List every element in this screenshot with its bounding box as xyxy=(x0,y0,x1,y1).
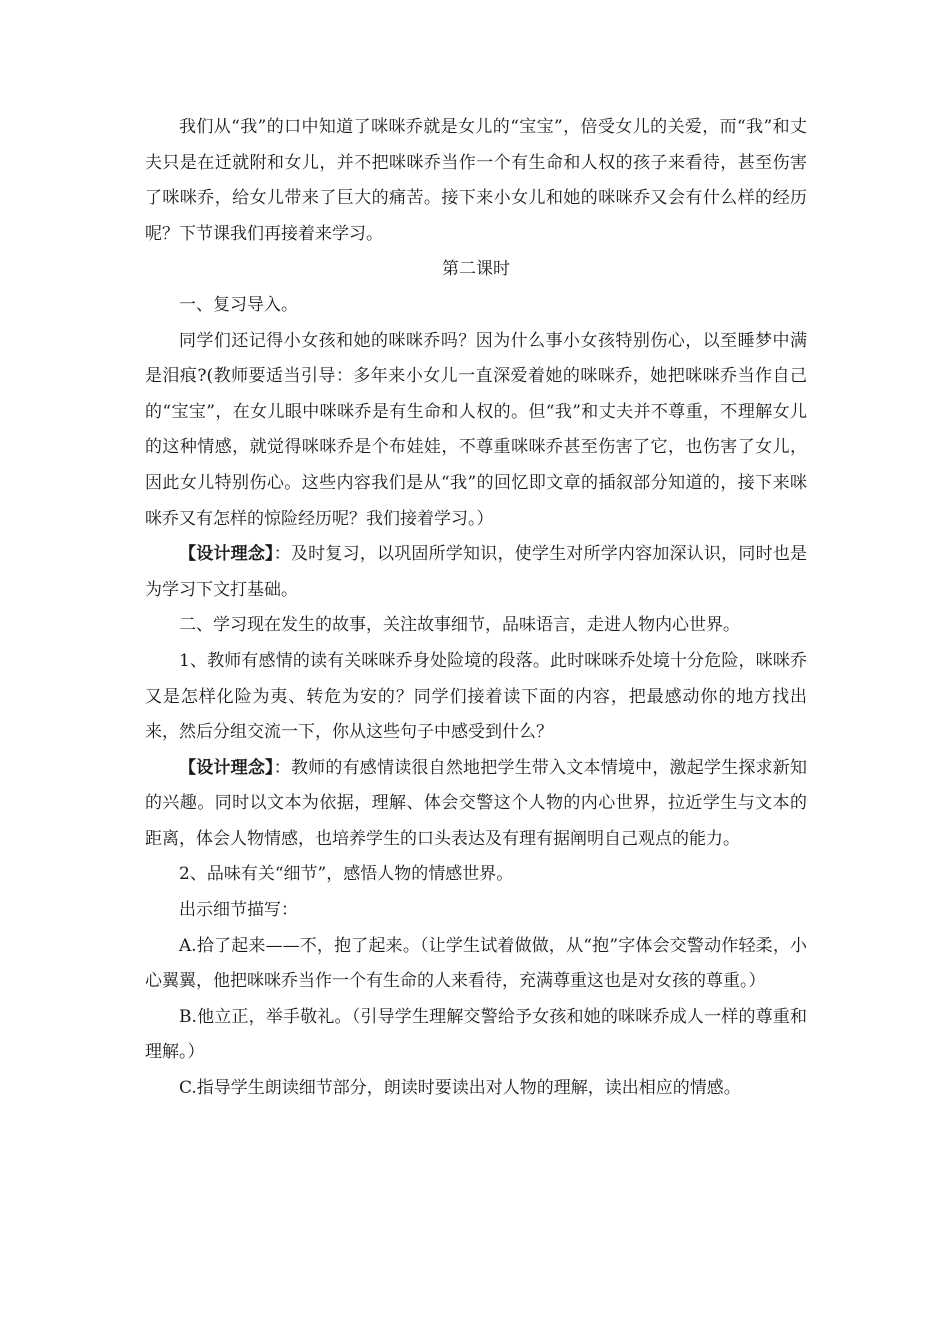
design-concept-text: ：及时复习，以巩固所学知识，使学生对所学内容加深认识，同时也是为学习下文打基础。 xyxy=(145,544,807,600)
paragraph-study-heading: 二、学习现在发生的故事，关注故事细节，品味语言，走进人物内心世界。 xyxy=(179,615,740,636)
paragraph-review-heading: 一、复习导入。 xyxy=(179,294,298,315)
paragraph-detail-c: C.指导学生朗读细节部分，朗读时要读出对人物的理解，读出相应的情感。 xyxy=(179,1078,741,1099)
paragraph-step-1: 1、教师有感情的读有关咪咪乔身处险境的段落。此时咪咪乔处境十分危险，咪咪乔又是怎样化险为夷、转危为安的？同学们接着读下面的内容，把最感动你的地方找出来，然后分组交流一下，你从这些句子中感受到什么？ xyxy=(145,650,807,743)
paragraph-detail-b: B.他立正，举手敬礼。（引导学生理解交警给予女孩和她的咪咪乔成人一样的尊重和理解。） xyxy=(145,1006,807,1063)
paragraph-detail-a: A.拾了起来——不，抱了起来。（让学生试着做做，从“抱”字体会交警动作轻柔，小心翼翼，他把咪咪乔当作一个有生命的人来看待，充满尊重这也是对女孩的尊重。） xyxy=(145,935,807,992)
paragraph-design-concept-1 xyxy=(145,537,807,608)
design-concept-text: ：教师的有感情读很自然地把学生带入文本情境中，激起学生探求新知的兴趣。同时以文本为依据，理解、体会交警这个人物的内心世界，拉近学生与文本的距离，体会人物情感，也培养学生的口头表达及有理有据阐明自己观点的能力。 xyxy=(145,757,807,849)
design-concept-label: 【设计理念】 xyxy=(179,544,274,565)
section-heading-second-lesson: 第二课时 xyxy=(442,259,510,280)
paragraph-step-2: 2、品味有关“细节”，感悟人物的情感世界。 xyxy=(179,864,514,885)
paragraph-details-intro: 出示细节描写： xyxy=(179,900,298,921)
paragraph-intro-summary: 我们从“我”的口中知道了咪咪乔就是女儿的“宝宝”，倍受女儿的关爱，而“我”和丈夫只是在迁就附和女儿，并不把咪咪乔当作一个有生命和人权的孩子来看待，甚至伤害了咪咪乔，给女儿带来了巨大的痛苦。接下来小女儿和她的咪咪乔又会有什么样的经历呢？下节课我们再接着来学习。 xyxy=(145,117,807,244)
paragraph-design-concept-2 xyxy=(145,751,807,858)
paragraph-review-body: 同学们还记得小女孩和她的咪咪乔吗？因为什么事小女孩特别伤心，以至睡梦中满是泪痕?(教师要适当引导：多年来小女儿一直深爱着她的咪咪乔，她把咪咪乔当作自己的“宝宝”，在女儿眼中咪咪乔是有生命和人权的。但“我”和丈夫并不尊重，不理解女儿的这种情感，就觉得咪咪乔是个布娃娃，不尊重咪咪乔甚至伤害了它，也伤害了女儿，因此女儿特别伤心。这些内容我们是从“我”的回忆即文章的插叙部分知道的，接下来咪咪乔又有怎样的惊险经历呢？我们接着学习。） xyxy=(145,330,807,529)
design-concept-label: 【设计理念】 xyxy=(179,757,274,778)
document-page xyxy=(145,110,807,1107)
